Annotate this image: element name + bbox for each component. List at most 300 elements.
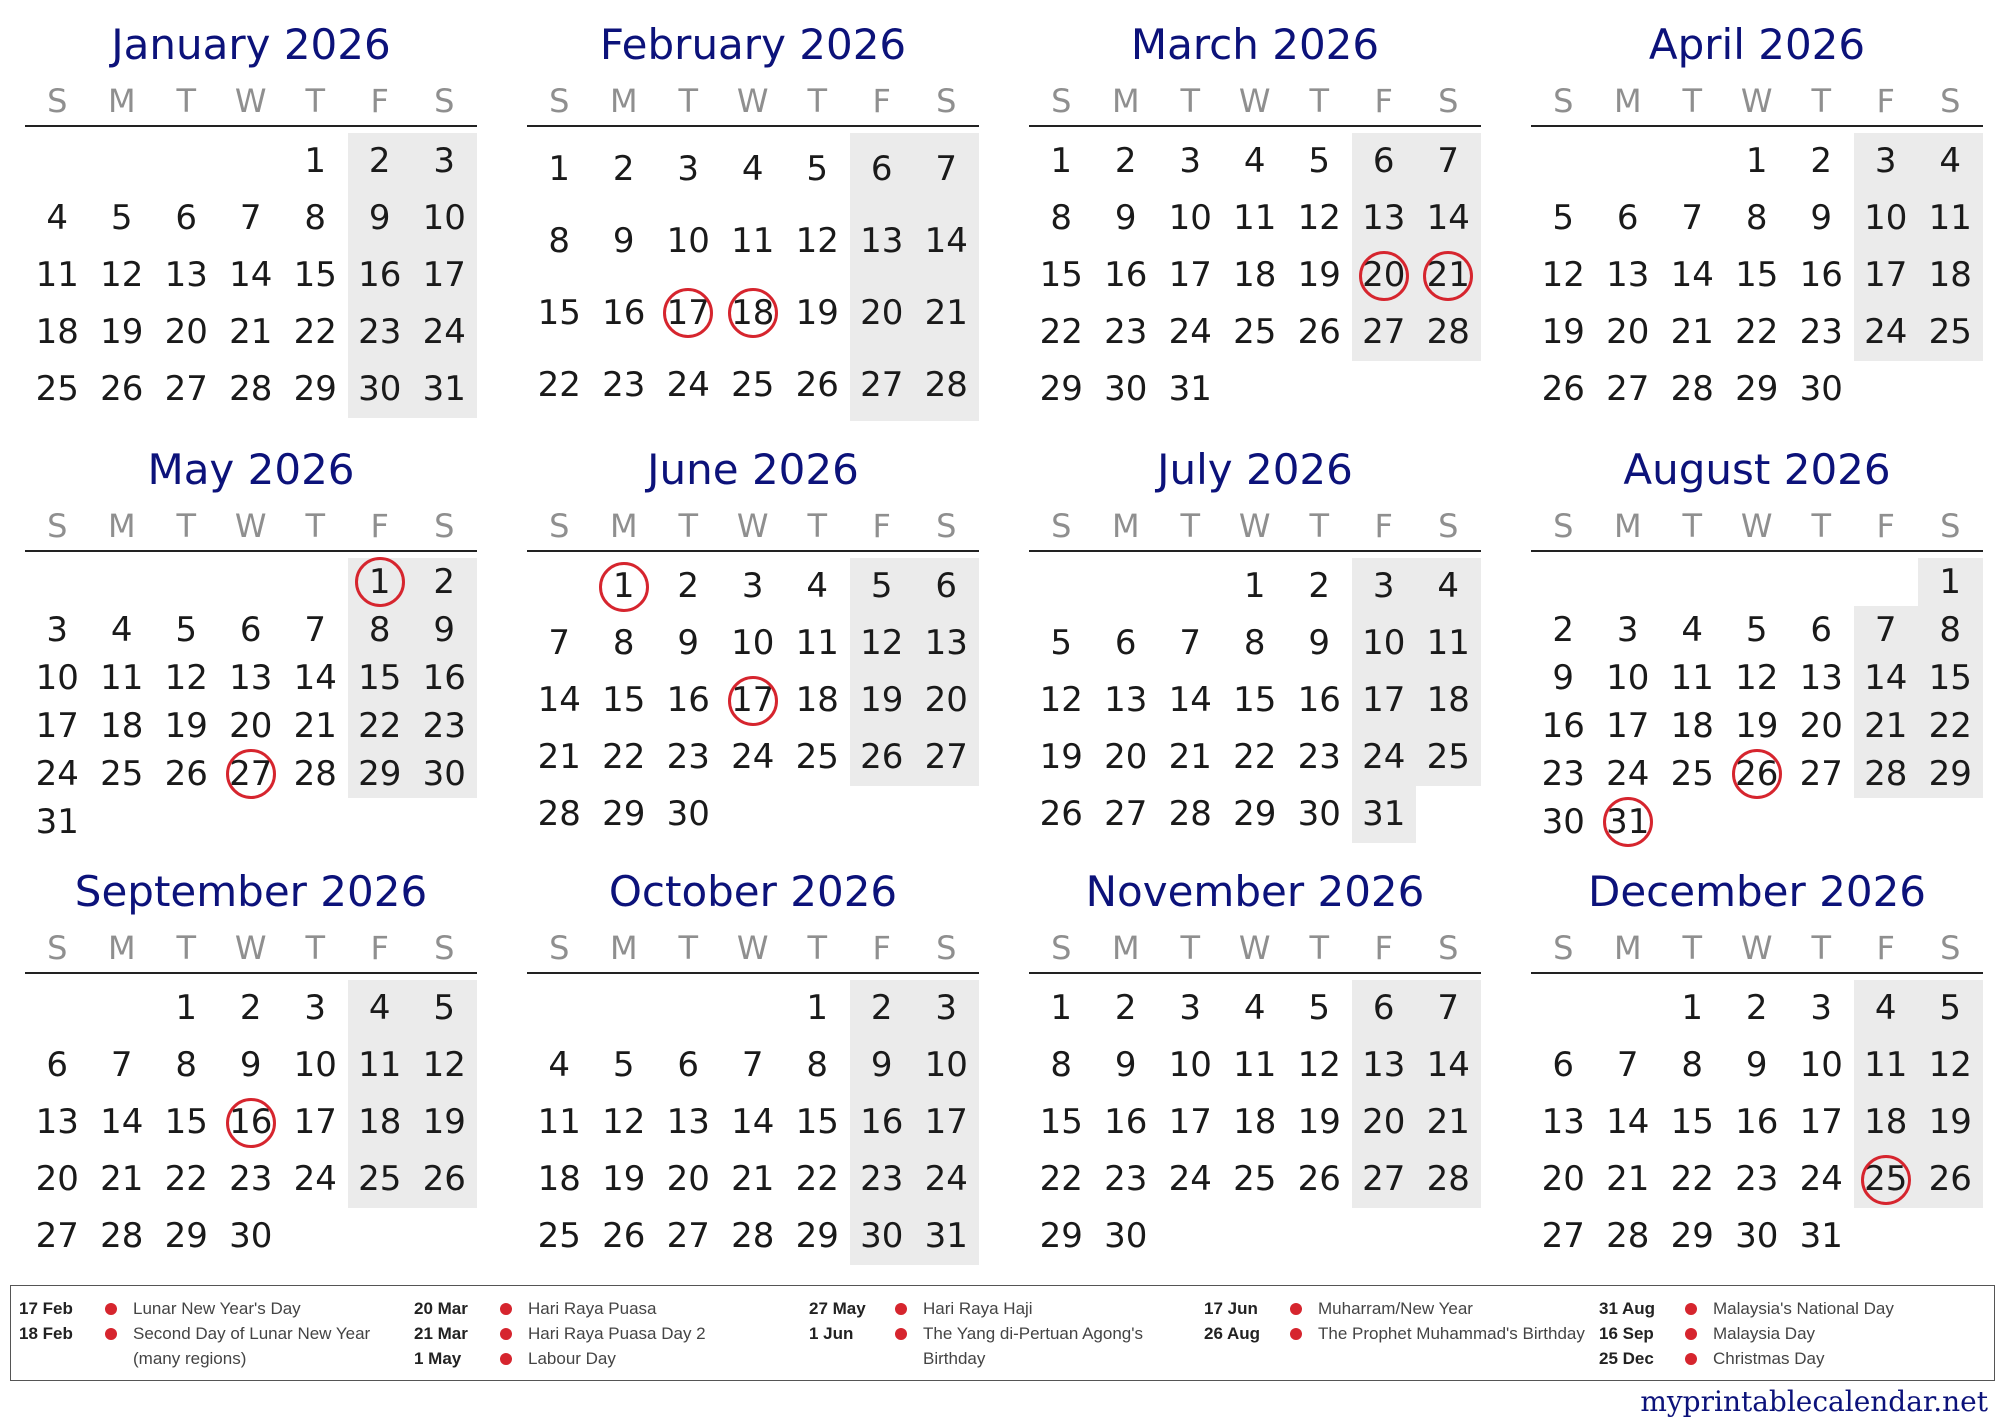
day-cell[interactable]: 16 — [666, 680, 710, 720]
day-cell[interactable]: 25 — [1928, 312, 1972, 352]
day-cell[interactable]: 12 — [860, 623, 904, 663]
day-cell[interactable]: 14 — [229, 255, 273, 295]
day-cell[interactable]: 6 — [1810, 610, 1833, 650]
day-cell[interactable]: 21 — [537, 737, 581, 777]
day-cell[interactable]: 17 — [35, 706, 79, 746]
day-cell[interactable]: 10 — [1799, 1045, 1843, 1085]
day-cell[interactable]: 3 — [1616, 610, 1639, 650]
day-cell[interactable]: 2 — [1114, 141, 1137, 181]
day-cell[interactable]: 8 — [1050, 1045, 1073, 1085]
day-cell[interactable]: 12 — [1039, 680, 1083, 720]
day-cell[interactable]: 24 — [666, 365, 710, 405]
day-cell[interactable]: 6 — [870, 149, 893, 189]
day-cell[interactable]: 8 — [612, 623, 635, 663]
day-cell[interactable]: 12 — [602, 1102, 646, 1142]
day-cell[interactable]: 19 — [1039, 737, 1083, 777]
day-cell[interactable]: 11 — [1928, 198, 1972, 238]
day-cell[interactable]: 1 — [1050, 988, 1073, 1028]
day-cell[interactable]: 31 — [1606, 802, 1650, 842]
day-cell[interactable]: 23 — [1541, 754, 1585, 794]
day-cell[interactable]: 25 — [100, 754, 144, 794]
day-cell[interactable]: 1 — [1939, 562, 1962, 602]
day-cell[interactable]: 24 — [1799, 1159, 1843, 1199]
day-cell[interactable]: 22 — [537, 365, 581, 405]
day-cell[interactable]: 5 — [1308, 141, 1331, 181]
day-cell[interactable]: 19 — [1928, 1102, 1972, 1142]
day-cell[interactable]: 25 — [537, 1216, 581, 1256]
day-cell[interactable]: 25 — [1670, 754, 1714, 794]
day-cell[interactable]: 25 — [358, 1159, 402, 1199]
day-cell[interactable]: 23 — [1799, 312, 1843, 352]
day-cell[interactable]: 27 — [1362, 312, 1406, 352]
day-cell[interactable]: 29 — [1735, 369, 1779, 409]
day-cell[interactable]: 14 — [537, 680, 581, 720]
day-cell[interactable]: 13 — [1362, 198, 1406, 238]
day-cell[interactable]: 21 — [1168, 737, 1212, 777]
day-cell[interactable]: 24 — [731, 737, 775, 777]
day-cell[interactable]: 18 — [1670, 706, 1714, 746]
day-cell[interactable]: 23 — [229, 1159, 273, 1199]
day-cell[interactable]: 1 — [612, 566, 635, 606]
day-cell[interactable]: 3 — [304, 988, 327, 1028]
day-cell[interactable]: 28 — [1426, 1159, 1470, 1199]
day-cell[interactable]: 20 — [1362, 1102, 1406, 1142]
day-cell[interactable]: 15 — [795, 1102, 839, 1142]
day-cell[interactable]: 30 — [1297, 794, 1341, 834]
day-cell[interactable]: 15 — [1039, 1102, 1083, 1142]
day-cell[interactable]: 4 — [1243, 988, 1266, 1028]
day-cell[interactable]: 19 — [164, 706, 208, 746]
day-cell[interactable]: 25 — [1864, 1159, 1908, 1199]
day-cell[interactable]: 17 — [1864, 255, 1908, 295]
day-cell[interactable]: 23 — [1104, 1159, 1148, 1199]
day-cell[interactable]: 26 — [1297, 1159, 1341, 1199]
day-cell[interactable]: 8 — [1050, 198, 1073, 238]
day-cell[interactable]: 1 — [368, 562, 391, 602]
day-cell[interactable]: 18 — [1233, 255, 1277, 295]
day-cell[interactable]: 26 — [1735, 754, 1779, 794]
day-cell[interactable]: 15 — [1928, 658, 1972, 698]
day-cell[interactable]: 24 — [1362, 737, 1406, 777]
day-cell[interactable]: 18 — [358, 1102, 402, 1142]
day-cell[interactable]: 4 — [548, 1045, 571, 1085]
day-cell[interactable]: 3 — [1810, 988, 1833, 1028]
day-cell[interactable]: 18 — [1233, 1102, 1277, 1142]
day-cell[interactable]: 2 — [1114, 988, 1137, 1028]
day-cell[interactable]: 13 — [35, 1102, 79, 1142]
day-cell[interactable]: 7 — [1179, 623, 1202, 663]
day-cell[interactable]: 29 — [1233, 794, 1277, 834]
day-cell[interactable]: 10 — [1168, 1045, 1212, 1085]
day-cell[interactable]: 15 — [1039, 255, 1083, 295]
day-cell[interactable]: 11 — [537, 1102, 581, 1142]
day-cell[interactable]: 27 — [1104, 794, 1148, 834]
day-cell[interactable]: 23 — [602, 365, 646, 405]
day-cell[interactable]: 30 — [860, 1216, 904, 1256]
day-cell[interactable]: 23 — [358, 312, 402, 352]
day-cell[interactable]: 19 — [422, 1102, 466, 1142]
day-cell[interactable]: 14 — [924, 221, 968, 261]
day-cell[interactable]: 30 — [229, 1216, 273, 1256]
day-cell[interactable]: 12 — [100, 255, 144, 295]
day-cell[interactable]: 11 — [1233, 1045, 1277, 1085]
day-cell[interactable]: 15 — [358, 658, 402, 698]
day-cell[interactable]: 9 — [1810, 198, 1833, 238]
day-cell[interactable]: 14 — [1606, 1102, 1650, 1142]
day-cell[interactable]: 11 — [100, 658, 144, 698]
day-cell[interactable]: 12 — [1735, 658, 1779, 698]
day-cell[interactable]: 11 — [358, 1045, 402, 1085]
day-cell[interactable]: 12 — [1541, 255, 1585, 295]
day-cell[interactable]: 30 — [358, 369, 402, 409]
day-cell[interactable]: 11 — [1233, 198, 1277, 238]
day-cell[interactable]: 26 — [1039, 794, 1083, 834]
day-cell[interactable]: 2 — [612, 149, 635, 189]
day-cell[interactable]: 20 — [229, 706, 273, 746]
day-cell[interactable]: 5 — [433, 988, 456, 1028]
day-cell[interactable]: 13 — [1606, 255, 1650, 295]
day-cell[interactable]: 10 — [1864, 198, 1908, 238]
day-cell[interactable]: 18 — [537, 1159, 581, 1199]
day-cell[interactable]: 7 — [239, 198, 262, 238]
day-cell[interactable]: 7 — [935, 149, 958, 189]
day-cell[interactable]: 19 — [1541, 312, 1585, 352]
day-cell[interactable]: 15 — [602, 680, 646, 720]
day-cell[interactable]: 28 — [1168, 794, 1212, 834]
day-cell[interactable]: 1 — [304, 141, 327, 181]
day-cell[interactable]: 3 — [46, 610, 69, 650]
day-cell[interactable]: 22 — [164, 1159, 208, 1199]
day-cell[interactable]: 11 — [1864, 1045, 1908, 1085]
day-cell[interactable]: 23 — [860, 1159, 904, 1199]
day-cell[interactable]: 9 — [1745, 1045, 1768, 1085]
day-cell[interactable]: 6 — [935, 566, 958, 606]
day-cell[interactable]: 30 — [1541, 802, 1585, 842]
day-cell[interactable]: 12 — [1928, 1045, 1972, 1085]
day-cell[interactable]: 16 — [860, 1102, 904, 1142]
day-cell[interactable]: 24 — [35, 754, 79, 794]
day-cell[interactable]: 19 — [602, 1159, 646, 1199]
day-cell[interactable]: 20 — [1799, 706, 1843, 746]
day-cell[interactable]: 21 — [1864, 706, 1908, 746]
day-cell[interactable]: 14 — [1168, 680, 1212, 720]
day-cell[interactable]: 8 — [1745, 198, 1768, 238]
day-cell[interactable]: 12 — [164, 658, 208, 698]
day-cell[interactable]: 13 — [164, 255, 208, 295]
day-cell[interactable]: 14 — [1426, 1045, 1470, 1085]
day-cell[interactable]: 10 — [666, 221, 710, 261]
day-cell[interactable]: 29 — [1928, 754, 1972, 794]
day-cell[interactable]: 8 — [175, 1045, 198, 1085]
day-cell[interactable]: 15 — [1735, 255, 1779, 295]
day-cell[interactable]: 5 — [110, 198, 133, 238]
day-cell[interactable]: 23 — [1297, 737, 1341, 777]
day-cell[interactable]: 16 — [358, 255, 402, 295]
day-cell[interactable]: 13 — [666, 1102, 710, 1142]
day-cell[interactable]: 28 — [1670, 369, 1714, 409]
day-cell[interactable]: 21 — [731, 1159, 775, 1199]
day-cell[interactable]: 18 — [1928, 255, 1972, 295]
day-cell[interactable]: 3 — [1179, 141, 1202, 181]
day-cell[interactable]: 2 — [870, 988, 893, 1028]
day-cell[interactable]: 28 — [1426, 312, 1470, 352]
day-cell[interactable]: 6 — [46, 1045, 69, 1085]
day-cell[interactable]: 15 — [537, 293, 581, 333]
day-cell[interactable]: 26 — [164, 754, 208, 794]
day-cell[interactable]: 22 — [1039, 1159, 1083, 1199]
day-cell[interactable]: 4 — [46, 198, 69, 238]
day-cell[interactable]: 20 — [1606, 312, 1650, 352]
day-cell[interactable]: 7 — [1681, 198, 1704, 238]
day-cell[interactable]: 5 — [1308, 988, 1331, 1028]
day-cell[interactable]: 26 — [100, 369, 144, 409]
day-cell[interactable]: 16 — [1541, 706, 1585, 746]
day-cell[interactable]: 22 — [602, 737, 646, 777]
day-cell[interactable]: 20 — [1541, 1159, 1585, 1199]
day-cell[interactable]: 10 — [35, 658, 79, 698]
day-cell[interactable]: 16 — [1799, 255, 1843, 295]
day-cell[interactable]: 2 — [1552, 610, 1575, 650]
day-cell[interactable]: 25 — [795, 737, 839, 777]
day-cell[interactable]: 16 — [422, 658, 466, 698]
day-cell[interactable]: 31 — [1799, 1216, 1843, 1256]
day-cell[interactable]: 19 — [1297, 1102, 1341, 1142]
day-cell[interactable]: 13 — [1799, 658, 1843, 698]
day-cell[interactable]: 13 — [1104, 680, 1148, 720]
day-cell[interactable]: 14 — [1864, 658, 1908, 698]
day-cell[interactable]: 15 — [1233, 680, 1277, 720]
day-cell[interactable]: 16 — [602, 293, 646, 333]
day-cell[interactable]: 22 — [1735, 312, 1779, 352]
day-cell[interactable]: 20 — [924, 680, 968, 720]
day-cell[interactable]: 21 — [293, 706, 337, 746]
day-cell[interactable]: 24 — [422, 312, 466, 352]
day-cell[interactable]: 6 — [175, 198, 198, 238]
day-cell[interactable]: 27 — [1799, 754, 1843, 794]
day-cell[interactable]: 10 — [731, 623, 775, 663]
day-cell[interactable]: 14 — [1426, 198, 1470, 238]
day-cell[interactable]: 22 — [795, 1159, 839, 1199]
day-cell[interactable]: 31 — [35, 802, 79, 842]
day-cell[interactable]: 23 — [422, 706, 466, 746]
day-cell[interactable]: 2 — [368, 141, 391, 181]
day-cell[interactable]: 29 — [602, 794, 646, 834]
day-cell[interactable]: 4 — [1874, 988, 1897, 1028]
day-cell[interactable]: 18 — [795, 680, 839, 720]
day-cell[interactable]: 1 — [175, 988, 198, 1028]
day-cell[interactable]: 17 — [731, 680, 775, 720]
day-cell[interactable]: 17 — [1799, 1102, 1843, 1142]
day-cell[interactable]: 26 — [1297, 312, 1341, 352]
day-cell[interactable]: 4 — [1243, 141, 1266, 181]
day-cell[interactable]: 21 — [1670, 312, 1714, 352]
day-cell[interactable]: 8 — [806, 1045, 829, 1085]
day-cell[interactable]: 5 — [1745, 610, 1768, 650]
day-cell[interactable]: 7 — [1874, 610, 1897, 650]
day-cell[interactable]: 12 — [422, 1045, 466, 1085]
day-cell[interactable]: 17 — [422, 255, 466, 295]
day-cell[interactable]: 11 — [1670, 658, 1714, 698]
day-cell[interactable]: 2 — [677, 566, 700, 606]
day-cell[interactable]: 6 — [1552, 1045, 1575, 1085]
day-cell[interactable]: 23 — [666, 737, 710, 777]
day-cell[interactable]: 30 — [422, 754, 466, 794]
day-cell[interactable]: 26 — [795, 365, 839, 405]
day-cell[interactable]: 8 — [304, 198, 327, 238]
day-cell[interactable]: 7 — [304, 610, 327, 650]
day-cell[interactable]: 28 — [100, 1216, 144, 1256]
day-cell[interactable]: 17 — [1168, 1102, 1212, 1142]
day-cell[interactable]: 1 — [1243, 566, 1266, 606]
day-cell[interactable]: 11 — [795, 623, 839, 663]
day-cell[interactable]: 17 — [1362, 680, 1406, 720]
day-cell[interactable]: 28 — [293, 754, 337, 794]
day-cell[interactable]: 5 — [1050, 623, 1073, 663]
day-cell[interactable]: 7 — [1437, 141, 1460, 181]
day-cell[interactable]: 5 — [1939, 988, 1962, 1028]
day-cell[interactable]: 9 — [870, 1045, 893, 1085]
day-cell[interactable]: 30 — [1735, 1216, 1779, 1256]
day-cell[interactable]: 22 — [1039, 312, 1083, 352]
day-cell[interactable]: 10 — [1168, 198, 1212, 238]
day-cell[interactable]: 11 — [35, 255, 79, 295]
day-cell[interactable]: 21 — [1606, 1159, 1650, 1199]
day-cell[interactable]: 24 — [1168, 312, 1212, 352]
day-cell[interactable]: 9 — [368, 198, 391, 238]
day-cell[interactable]: 26 — [1928, 1159, 1972, 1199]
day-cell[interactable]: 4 — [1681, 610, 1704, 650]
day-cell[interactable]: 17 — [293, 1102, 337, 1142]
day-cell[interactable]: 6 — [1616, 198, 1639, 238]
day-cell[interactable]: 23 — [1104, 312, 1148, 352]
day-cell[interactable]: 16 — [1735, 1102, 1779, 1142]
day-cell[interactable]: 29 — [358, 754, 402, 794]
day-cell[interactable]: 2 — [1745, 988, 1768, 1028]
day-cell[interactable]: 10 — [1606, 658, 1650, 698]
day-cell[interactable]: 14 — [1670, 255, 1714, 295]
day-cell[interactable]: 31 — [924, 1216, 968, 1256]
day-cell[interactable]: 3 — [677, 149, 700, 189]
day-cell[interactable]: 23 — [1735, 1159, 1779, 1199]
day-cell[interactable]: 21 — [924, 293, 968, 333]
day-cell[interactable]: 9 — [677, 623, 700, 663]
day-cell[interactable]: 15 — [164, 1102, 208, 1142]
day-cell[interactable]: 6 — [1372, 988, 1395, 1028]
day-cell[interactable]: 20 — [860, 293, 904, 333]
day-cell[interactable]: 7 — [110, 1045, 133, 1085]
day-cell[interactable]: 14 — [100, 1102, 144, 1142]
day-cell[interactable]: 1 — [1745, 141, 1768, 181]
day-cell[interactable]: 10 — [924, 1045, 968, 1085]
day-cell[interactable]: 9 — [433, 610, 456, 650]
day-cell[interactable]: 19 — [100, 312, 144, 352]
day-cell[interactable]: 5 — [175, 610, 198, 650]
day-cell[interactable]: 24 — [1606, 754, 1650, 794]
day-cell[interactable]: 15 — [293, 255, 337, 295]
day-cell[interactable]: 28 — [537, 794, 581, 834]
day-cell[interactable]: 22 — [1928, 706, 1972, 746]
day-cell[interactable]: 30 — [1799, 369, 1843, 409]
day-cell[interactable]: 28 — [731, 1216, 775, 1256]
day-cell[interactable]: 13 — [860, 221, 904, 261]
day-cell[interactable]: 19 — [795, 293, 839, 333]
day-cell[interactable]: 30 — [1104, 369, 1148, 409]
day-cell[interactable]: 4 — [110, 610, 133, 650]
day-cell[interactable]: 20 — [164, 312, 208, 352]
day-cell[interactable]: 29 — [1670, 1216, 1714, 1256]
day-cell[interactable]: 9 — [1552, 658, 1575, 698]
day-cell[interactable]: 3 — [741, 566, 764, 606]
day-cell[interactable]: 2 — [1308, 566, 1331, 606]
day-cell[interactable]: 3 — [1179, 988, 1202, 1028]
day-cell[interactable]: 30 — [1104, 1216, 1148, 1256]
day-cell[interactable]: 5 — [1552, 198, 1575, 238]
day-cell[interactable]: 2 — [433, 562, 456, 602]
day-cell[interactable]: 27 — [860, 365, 904, 405]
day-cell[interactable]: 4 — [806, 566, 829, 606]
day-cell[interactable]: 27 — [1606, 369, 1650, 409]
day-cell[interactable]: 29 — [293, 369, 337, 409]
day-cell[interactable]: 13 — [1541, 1102, 1585, 1142]
day-cell[interactable]: 10 — [1362, 623, 1406, 663]
day-cell[interactable]: 30 — [666, 794, 710, 834]
day-cell[interactable]: 17 — [924, 1102, 968, 1142]
day-cell[interactable]: 7 — [548, 623, 571, 663]
day-cell[interactable]: 8 — [1243, 623, 1266, 663]
day-cell[interactable]: 6 — [677, 1045, 700, 1085]
day-cell[interactable]: 5 — [870, 566, 893, 606]
day-cell[interactable]: 15 — [1670, 1102, 1714, 1142]
day-cell[interactable]: 24 — [293, 1159, 337, 1199]
day-cell[interactable]: 18 — [731, 293, 775, 333]
day-cell[interactable]: 2 — [239, 988, 262, 1028]
day-cell[interactable]: 7 — [741, 1045, 764, 1085]
day-cell[interactable]: 7 — [1437, 988, 1460, 1028]
day-cell[interactable]: 13 — [1362, 1045, 1406, 1085]
day-cell[interactable]: 20 — [35, 1159, 79, 1199]
day-cell[interactable]: 27 — [164, 369, 208, 409]
day-cell[interactable]: 17 — [666, 293, 710, 333]
day-cell[interactable]: 22 — [358, 706, 402, 746]
day-cell[interactable]: 21 — [1426, 1102, 1470, 1142]
day-cell[interactable]: 12 — [1297, 198, 1341, 238]
day-cell[interactable]: 19 — [1297, 255, 1341, 295]
site-url[interactable]: myprintablecalendar.net — [1640, 1385, 1988, 1418]
day-cell[interactable]: 3 — [1372, 566, 1395, 606]
day-cell[interactable]: 10 — [422, 198, 466, 238]
day-cell[interactable]: 8 — [1681, 1045, 1704, 1085]
day-cell[interactable]: 8 — [1939, 610, 1962, 650]
day-cell[interactable]: 31 — [1168, 369, 1212, 409]
day-cell[interactable]: 27 — [1541, 1216, 1585, 1256]
day-cell[interactable]: 26 — [1541, 369, 1585, 409]
day-cell[interactable]: 9 — [612, 221, 635, 261]
day-cell[interactable]: 21 — [100, 1159, 144, 1199]
day-cell[interactable]: 27 — [1362, 1159, 1406, 1199]
day-cell[interactable]: 8 — [368, 610, 391, 650]
day-cell[interactable]: 29 — [164, 1216, 208, 1256]
day-cell[interactable]: 2 — [1810, 141, 1833, 181]
day-cell[interactable]: 18 — [35, 312, 79, 352]
day-cell[interactable]: 29 — [795, 1216, 839, 1256]
day-cell[interactable]: 22 — [1670, 1159, 1714, 1199]
day-cell[interactable]: 1 — [1050, 141, 1073, 181]
day-cell[interactable]: 5 — [612, 1045, 635, 1085]
day-cell[interactable]: 4 — [368, 988, 391, 1028]
day-cell[interactable]: 28 — [1864, 754, 1908, 794]
day-cell[interactable]: 24 — [1168, 1159, 1212, 1199]
day-cell[interactable]: 29 — [1039, 1216, 1083, 1256]
